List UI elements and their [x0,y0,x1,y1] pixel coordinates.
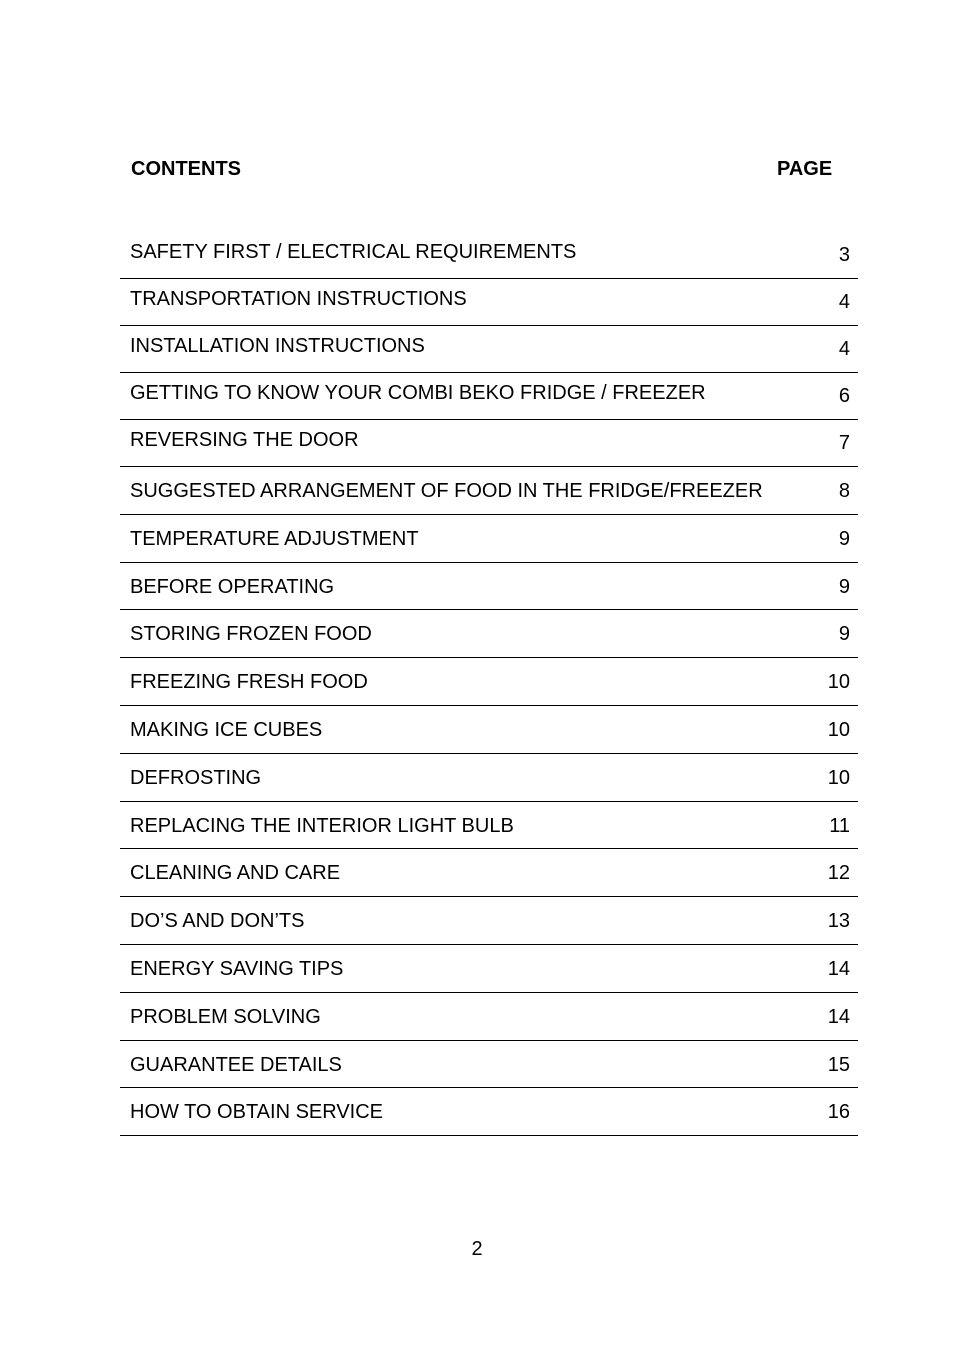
page-number: 2 [471,1238,483,1260]
toc-entry-title: TEMPERATURE ADJUSTMENT [130,527,419,550]
contents-heading: CONTENTS [131,158,241,180]
toc-entry-title: GUARANTEE DETAILS [130,1053,342,1076]
toc-row [120,467,858,515]
toc-entry-title: INSTALLATION INSTRUCTIONS [130,335,425,357]
toc-row [120,563,858,611]
toc-row [120,945,858,993]
toc-row [120,1041,858,1089]
toc-entry-page: 3 [838,244,850,266]
toc-entry-page: 15 [827,1053,850,1076]
toc-entry-page: 10 [827,718,850,741]
toc-entry-title: HOW TO OBTAIN SERVICE [130,1101,384,1124]
toc-entry-title: DEFROSTING [130,766,262,789]
toc-entry-title: PROBLEM SOLVING [130,1005,321,1028]
toc-entry-page: 10 [827,766,850,789]
toc-entry-title: SUGGESTED ARRANGEMENT OF FOOD IN THE FRIDGE/FREEZER [130,480,763,502]
toc-entry-page: 14 [827,957,850,980]
toc-entry-title: TRANSPORTATION INSTRUCTIONS [130,288,467,310]
toc-entry-page: 9 [838,623,850,646]
toc-entry-title: GETTING TO KNOW YOUR COMBI BEKO FRIDGE / FREEZER [130,382,706,404]
toc-entry-title: SAFETY FIRST / ELECTRICAL REQUIREMENTS [130,241,577,263]
toc-entry-page: 6 [838,385,850,407]
toc-row [120,420,858,467]
toc-row [120,610,858,658]
toc-entry-page: 4 [838,291,850,313]
toc-entry-title: REVERSING THE DOOR [130,429,359,451]
toc-entry-page: 10 [827,671,850,694]
toc-entry-page: 9 [838,527,850,550]
toc-entry-title: CLEANING AND CARE [130,862,341,885]
toc-entry-title: FREEZING FRESH FOOD [130,671,368,694]
toc-row [120,373,858,420]
toc-entry-page: 11 [829,814,850,837]
toc-entry-title: DO’S AND DON’TS [130,910,305,933]
toc-entry-page: 4 [838,338,850,360]
toc-entry-title: REPLACING THE INTERIOR LIGHT BULB [130,814,514,837]
toc-entry-title: STORING FROZEN FOOD [130,623,372,646]
toc-row [120,232,858,279]
toc-row [120,849,858,897]
toc-row [120,754,858,802]
toc-row [120,279,858,326]
toc-entry-title: ENERGY SAVING TIPS [130,957,344,980]
toc-row [120,706,858,754]
toc-row [120,802,858,850]
toc-entry-page: 13 [827,910,850,933]
toc-entry-page: 9 [838,575,850,598]
table-of-contents [120,232,858,1136]
toc-row [120,326,858,373]
toc-row [120,515,858,563]
toc-entry-page: 8 [838,480,850,502]
toc-row [120,658,858,706]
toc-row [120,1088,858,1136]
toc-entry-title: BEFORE OPERATING [130,575,335,598]
page-column-heading: PAGE [777,158,833,180]
toc-entry-page: 12 [827,862,850,885]
toc-row [120,993,858,1041]
toc-row [120,897,858,945]
toc-entry-page: 16 [827,1101,850,1124]
toc-entry-page: 14 [827,1005,850,1028]
toc-entry-title: MAKING ICE CUBES [130,718,323,741]
toc-entry-page: 7 [838,432,850,454]
